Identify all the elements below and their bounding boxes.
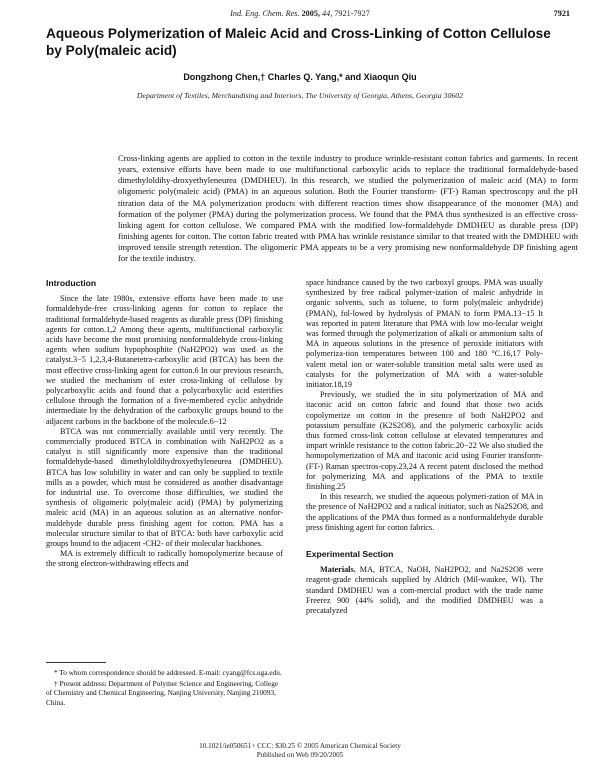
right-column <box>306 278 543 616</box>
materials-text: MA, BTCA, NaOH, NaH2PO2, and Na2S2O8 were reagent-grade chemicals supplied by Aldrich (Mil-waukee, WI). The standard DMDHEU was a com-mercial product with the trade name Freerez 900 (44% solid), and the modified DMDHEU was a precatalyzed <box>306 565 544 616</box>
footnote-corresponding: * To whom correspondence should be addressed. E-mail: cyang@fcs.uga.edu. <box>54 668 282 677</box>
intro-paragraph-1: Since the late 1980s, extensive efforts have been made to use formaldehyde-free cross-linking agents for cotton to replace the traditional formaldehyde-based reagents as durable press (DP) finishing agents for cotton.1,2 Among these agents, multifunctional carboxylic acids have become the most promising nonformaldehyde cross-linking agents when sodium hypophosphite (NaH2PO2) was used as the catalyst.3−5 1,2,3,4-Butanetetra-carboxylic acid (BTCA) has been the most effective cross-linking agent for cotton.6 In our previous research, we studied the mechanism of ester cross-linking of cellulose by polycarboxylic acids and found that a polycarboxylic acid esterifies cellulose through the formation of a five-membered cyclic anhydride intermediate by the dehydration of the carboxylic groups bound to the adjacent carbons in the backbone of the molecule.6−12 <box>46 294 283 426</box>
intro-paragraph-4: space hindrance caused by the two carboxyl groups. PMA was usually synthesized by free radical polymer-ization of maleic anhydride in organic solvents, such as toluene, to form poly(maleic anhydride) (PMAN), fol-lowed by hydrolysis of PMAN to form PMA.13−15 It was reported in patent literature that PMA with low mo-lecular weight was formed through the polymerization of alkali or ammonium salts of MA in aqueous solutions in the presence of peroxide initiators with polymeriza-tion temperatures between 100 and 180 °C.16,17 Poly-valent metal ion or water-soluble transition metal salts were used as catalysts for the polymerization of MA with a water-soluble initiator.18,19 <box>306 278 543 390</box>
running-head <box>0 9 600 18</box>
author-list: Dongzhong Chen,† Charles Q. Yang,* and Xiaoqun Qiu <box>183 72 417 82</box>
paper-title: Aqueous Polymerization of Maleic Acid and Cross-Linking of Cotton Cellulose by Poly(maleic acid) <box>46 26 551 58</box>
footnotes <box>46 668 283 709</box>
intro-paragraph-2: BTCA was not commercially available until very recently. The commercially produced BTCA in combination with NaH2PO2 as a catalyst is still significantly more expensive than the traditional formaldehyde-based dimethyloldihydroxyethyleneurea (DMDHEU). BTCA has low solubility in water and can only be supplied to textile mills as a powder, which must be considered as another disadvantage for industrial use. To overcome those difficulties, we studied the synthesis of oligomeric poly(maleic acid) (PMA) by polymerizing maleic acid (MA) in an aqueous solution as an alternative nonfor-maldehyde durable press finishing agent for cotton. PMA has a molecular structure similar to that of BTCA: both have carboxylic acid groups bound to the adjacent -CH2- of their molecular backbones. <box>46 426 283 549</box>
journal-name: Ind. Eng. Chem. Res. <box>230 9 300 18</box>
journal-year: 2005, <box>301 9 320 18</box>
materials-paragraph <box>306 565 543 616</box>
intro-paragraph-3: MA is extremely difficult to radically homopolymerize because of the strong electron-withdrawing effects and <box>46 549 283 569</box>
footnote-divider <box>46 662 106 663</box>
materials-run-in: Materials. <box>320 565 356 575</box>
experimental-heading: Experimental Section <box>306 549 394 560</box>
page-footer <box>0 742 600 760</box>
affiliation: Department of Textiles, Merchandising and Interiors, The University of Georgia, Athens, Georgia 30602 <box>136 91 464 100</box>
journal-volume: 44, <box>322 9 333 18</box>
introduction-heading: Introduction <box>46 278 97 288</box>
doi-line: 10.1021/ie050651+ CCC: $30.25 © 2005 American Chemical Society <box>199 742 401 750</box>
intro-paragraph-5: Previously, we studied the in situ polymerization of MA and itaconic acid on cotton fabric and found that those two acids copolymerize on cotton in the presence of both NaH2PO2 and potassium persulfate (K2S2O8), and the polymeric carboxylic acids thus formed cross-link cotton cellulose at elevated temperatures and impart wrinkle resistance to the cotton fabric.20−22 We also studied the homopolymerization of MA and itaconic acid using Fourier transform- (FT-) Raman spectros-copy.23,24 A recent patent disclosed the method for polymerizing MA and applications of the PMA to textile finishing.25 <box>306 390 543 492</box>
published-line: Published on Web 09/20/2005 <box>256 751 344 759</box>
intro-paragraph-6: In this research, we studied the aqueous polymeri-zation of MA in the presence of NaH2PO2 and a radical initiator, such as Na2S2O8, and the applications of the PMA thus formed as a nonformaldehyde durable press finishing agent for cotton fabrics. <box>306 492 543 532</box>
left-column <box>46 278 283 570</box>
footnote-present-address: † Present address: Department of Polymer Science and Engineering, College of Chemistry and Chemical Engineering, Nanjing University, Nanjing 210093, China. <box>46 679 279 707</box>
abstract: Cross-linking agents are applied to cotton in the textile industry to produce wrinkle-resistant cotton fabrics and garments. In recent years, extensive efforts have been made to use multifunctional carboxylic acids to replace the traditional formaldehyde-based dimethyloldihy-droxyethyleneurea (DMDHEU). In this research, we studied the polymerization of maleic acid (MA) to form oligomeric poly(maleic acid) (PMA) in an aqueous solution. Both the Fourier transform- (FT-) Raman spectroscopy and the pH titration data of the MA polymerization products with different reaction times show disappearance of the monomer (MA) and formation of the polymer (PMA) during the polymerization process. We found that the PMA thus synthesized is an effective cross-linking agent for cotton cellulose. We compared PMA with the modified low-formaldehyde DMDHEU as durable press (DP) finishing agents for cotton. The cotton fabric treated with PMA has wrinkle resistance similar to that treated with the DMDHEU with improved tensile strength retention. The oligomeric PMA appears to be a very promising new nonformaldehyde DP finishing agent for the textile industry. <box>118 153 578 264</box>
page-number: 7921 <box>553 9 570 18</box>
journal-pages: 7921-7927 <box>334 9 370 18</box>
